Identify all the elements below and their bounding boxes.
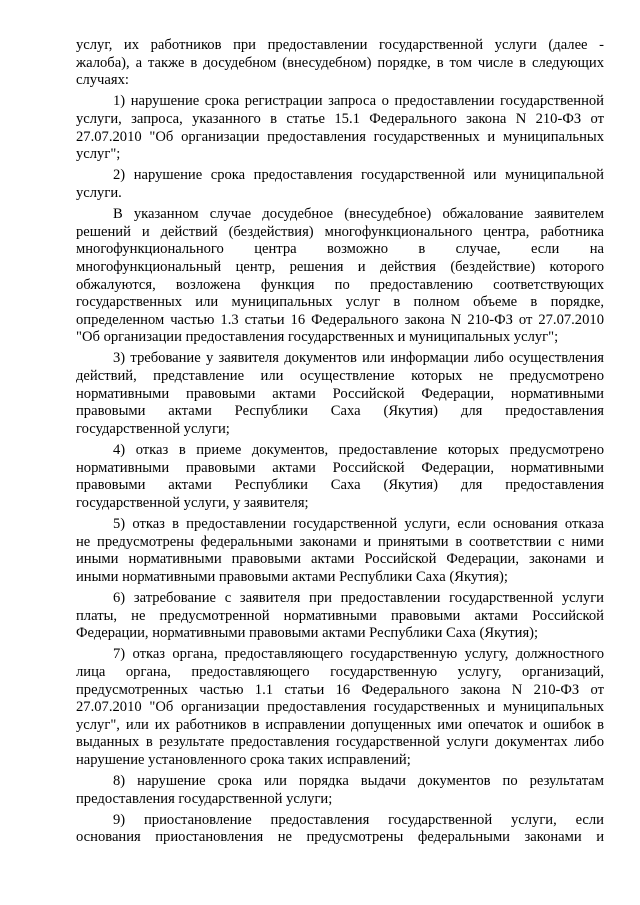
- text-line: 7) отказ органа, предоставляющего государственную услугу, должностного: [113, 646, 604, 663]
- text-line: 6) затребование с заявителя при предоставлении государственной услуги: [113, 589, 604, 606]
- text-line: обжалуются, возложена функция по предоставлению соответствующих: [76, 276, 604, 293]
- text-line: "Об организации предоставления государственных и муниципальных услуг";: [76, 329, 559, 346]
- paragraph-item-4: [76, 442, 604, 512]
- text-line: лица органа, предоставляющего государственную услугу, организаций,: [76, 663, 604, 680]
- text-line: нарушение установленного срока таких исправлений;: [76, 751, 411, 768]
- text-line: многофункционального центра возможно в случае, если на: [76, 241, 604, 258]
- text-line: действий, представление или осуществление которых не предусмотрено: [76, 368, 604, 385]
- text-line: 27.07.2010 "Об организации предоставления государственных и муниципальных: [76, 128, 604, 145]
- text-line: Федерации, нормативными правовыми актами Республики Саха (Якутия);: [76, 625, 539, 642]
- text-line: государственных или муниципальных услуг в полном объеме в порядке,: [76, 294, 604, 311]
- text-line: 1) нарушение срока регистрации запроса о предоставлении государственной: [113, 93, 604, 110]
- text-line: не предусмотрены федеральными законами и принятыми в соответствии с ними: [76, 533, 604, 550]
- text-line: 3) требование у заявителя документов или информации либо осуществления: [113, 350, 604, 367]
- text-line: выданных в результате предоставления государственной услуги документах либо: [76, 734, 604, 751]
- text-line: нормативными правовыми актами Российской Федерации, нормативными: [76, 385, 604, 402]
- text-line: 27.07.2010 "Об организации предоставления государственных и муниципальных: [76, 699, 604, 716]
- text-line: 9) приостановление предоставления государственной услуги, если: [113, 811, 604, 828]
- text-line: 4) отказ в приеме документов, предоставление которых предусмотрено: [113, 442, 604, 459]
- text-line: решений и действий (бездействия) многофункционального центра, работника: [76, 223, 604, 240]
- text-line: услуг";: [76, 146, 121, 163]
- text-line: правовыми актами Республики Саха (Якутия) для предоставления: [76, 477, 604, 494]
- paragraph-item-9: [76, 812, 604, 847]
- text-line: государственной услуги, у заявителя;: [76, 494, 309, 511]
- text-line: государственной услуги;: [76, 420, 230, 437]
- text-line: иными нормативными правовыми актами Российской Федерации, законами и: [76, 551, 604, 568]
- text-line: жалоба), а также в досудебном (внесудебном) порядке, в том числе в следующих: [76, 54, 604, 71]
- text-line: предусмотренных частью 1.1 статьи 16 Федерального закона N 210-ФЗ от: [76, 681, 604, 698]
- paragraph-item-6: [76, 590, 604, 643]
- paragraph-item-2: [76, 167, 604, 202]
- document-page: [76, 37, 604, 851]
- text-line: услуги.: [76, 184, 122, 201]
- text-line: услуг", или их работников в исправлении допущенных ими опечаток и ошибок в: [76, 716, 604, 733]
- paragraph-item-8: [76, 773, 604, 808]
- text-line: 8) нарушение срока или порядка выдачи документов по результатам: [113, 773, 604, 790]
- text-line: В указанном случае досудебное (внесудебное) обжалование заявителем: [113, 206, 604, 223]
- text-line: нормативными правовыми актами Российской Федерации, нормативными: [76, 459, 604, 476]
- paragraph-mfc-note: [76, 206, 604, 347]
- paragraph-item-7: [76, 646, 604, 769]
- text-line: правовыми актами Республики Саха (Якутия) для предоставления: [76, 403, 604, 420]
- text-line: платы, не предусмотренной нормативными правовыми актами Российской: [76, 607, 604, 624]
- paragraph-item-1: [76, 93, 604, 163]
- text-line: случаях:: [76, 72, 129, 89]
- paragraph-item-3: [76, 350, 604, 438]
- text-line: услуг, их работников при предоставлении государственной услуги (далее -: [76, 37, 604, 53]
- paragraph-intro: [76, 37, 604, 90]
- text-line: услуги, запроса, указанного в статье 15.1 Федерального закона N 210-ФЗ от: [76, 110, 604, 127]
- text-line: иными нормативными правовыми актами Республики Саха (Якутия);: [76, 568, 508, 585]
- text-line: предоставления государственной услуги;: [76, 790, 333, 807]
- text-line: 2) нарушение срока предоставления государственной или муниципальной: [113, 167, 604, 184]
- text-line: 5) отказ в предоставлении государственной услуги, если основания отказа: [113, 516, 604, 532]
- text-line: многофункциональный центр, решения и действия (бездействие) которого: [76, 258, 604, 275]
- paragraph-item-5: [76, 516, 604, 586]
- text-line: определенном частью 1.3 статьи 16 Федерального закона N 210-ФЗ от 27.07.2010: [76, 311, 604, 328]
- text-line: основания приостановления не предусмотрены федеральными законами и: [76, 829, 604, 846]
